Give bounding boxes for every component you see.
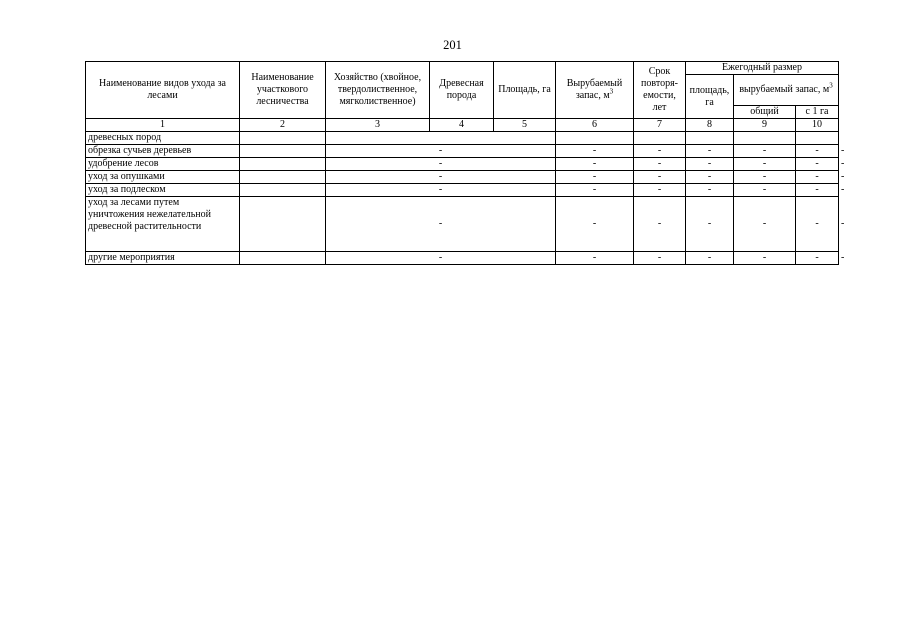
header-annual-size [686,62,839,75]
forest-care-table [85,61,845,265]
column-number: 8 [686,119,734,132]
column-number: 3 [326,119,430,132]
column-number: 7 [634,119,686,132]
row-cell-annual-area: - [734,145,796,158]
header-forestry-unit-text: Наименование участкового лесничества [251,72,314,107]
row-cell-forestry [240,197,326,252]
header-cut-stock [556,62,634,119]
row-cell-annual-area: - [734,184,796,197]
row-cell-annual-total: - [796,252,839,265]
header-annual-area [686,75,734,119]
table-row: обрезка сучьев деревьев - - - - - - - [86,145,839,158]
row-cell-recurrence: - [686,184,734,197]
header-cut-stock-sup: 3 [609,87,614,96]
row-cell-annual-area [734,132,796,145]
header-row [86,62,839,75]
table-row: уход за опушками - - - - - - - [86,171,839,184]
table-row [86,132,839,145]
row-cell-cut-stock: - [634,171,686,184]
header-annual-per-ha-text: с 1 га [805,106,829,117]
row-cell-area: - [556,197,634,252]
row-cell-area [556,132,634,145]
row-cell-recurrence: - [686,252,734,265]
header-economy [326,62,430,119]
row-cell-recurrence [686,132,734,145]
row-cell-economy [326,132,556,145]
header-area-text: Площадь, га [498,84,551,95]
header-forestry-unit [240,62,326,119]
table-row: уход за подлеском - - - - - - - [86,184,839,197]
row-cell-area: - [556,252,634,265]
row-cell-forestry [240,145,326,158]
header-economy-text: Хозяйство (хвойное, твердолиственное, мягколиственное) [333,72,422,107]
row-cell-area: - [556,184,634,197]
row-cell-annual-area: - [734,171,796,184]
row-cell-area: - [556,171,634,184]
header-care-type-text: Наименование видов ухода за лесами [99,78,226,101]
row-label: уход за подлеском [86,184,240,197]
row-label: уход за лесами путем уничтожения нежелательной древесной растительности [86,197,240,252]
header-recurrence-text: Срок повторя-емости, лет [641,66,678,113]
row-cell-recurrence: - [686,158,734,171]
row-cell-economy: - [326,145,556,158]
column-number: 4 [430,119,494,132]
column-number: 6 [556,119,634,132]
page-number: 201 [443,38,462,52]
header-annual-size-text: Ежегодный размер [722,62,802,73]
table-row: удобрение лесов - - - - - - - [86,158,839,171]
row-cell-cut-stock [634,132,686,145]
header-annual-total-text: общий [750,106,779,117]
row-cell-cut-stock: - [634,184,686,197]
column-number: 1 [86,119,240,132]
row-cell-annual-total: - [796,197,839,252]
header-area [494,62,556,119]
row-label: древесных пород [86,132,240,145]
row-cell-forestry [240,184,326,197]
row-cell-cut-stock: - [634,197,686,252]
table-row: уход за лесами путем уничтожения нежелательной древесной растительности - - - - - - - [86,197,839,252]
column-number: 2 [240,119,326,132]
row-cell-forestry [240,171,326,184]
header-tree-species [430,62,494,119]
row-label: уход за опушками [86,171,240,184]
row-label: удобрение лесов [86,158,240,171]
row-cell-annual-area: - [734,158,796,171]
row-label: обрезка сучьев деревьев [86,145,240,158]
row-cell-economy: - [326,197,556,252]
row-cell-annual-total: - [796,158,839,171]
row-cell-annual-area: - [734,252,796,265]
row-cell-forestry [240,252,326,265]
row-cell-forestry [240,132,326,145]
header-annual-area-text: площадь, га [689,84,730,108]
row-cell-annual-total: - [796,184,839,197]
header-annual-total [734,106,796,119]
row-cell-recurrence: - [686,171,734,184]
row-cell-economy: - [326,158,556,171]
header-cut-stock-text: Вырубаемый запас, м [566,78,623,101]
row-label: другие мероприятия [86,252,240,265]
row-cell-cut-stock: - [634,252,686,265]
header-recurrence [634,62,686,119]
row-cell-economy: - [326,184,556,197]
row-cell-cut-stock: - [634,158,686,171]
header-annual-stock-text: вырубаемый запас, м [739,84,830,95]
row-cell-area: - [556,145,634,158]
row-cell-area: - [556,158,634,171]
column-number-row [86,119,839,132]
row-cell-cut-stock: - [634,145,686,158]
row-cell-recurrence: - [686,145,734,158]
column-number: 10 [796,119,839,132]
row-cell-annual-total: - [796,171,839,184]
column-number: 9 [734,119,796,132]
row-cell-economy: - [326,171,556,184]
header-care-type [86,62,240,119]
table-row: другие мероприятия - - - - - - - [86,252,839,265]
header-annual-per-ha [796,106,839,119]
row-cell-forestry [240,158,326,171]
header-annual-stock [734,75,839,106]
row-cell-annual-total: - [796,145,839,158]
row-cell-annual-area: - [734,197,796,252]
header-annual-stock-sup: 3 [829,81,833,90]
column-number: 5 [494,119,556,132]
row-cell-recurrence: - [686,197,734,252]
row-cell-annual-total [796,132,839,145]
header-tree-species-text: Древесная порода [439,78,484,101]
row-cell-economy: - [326,252,556,265]
